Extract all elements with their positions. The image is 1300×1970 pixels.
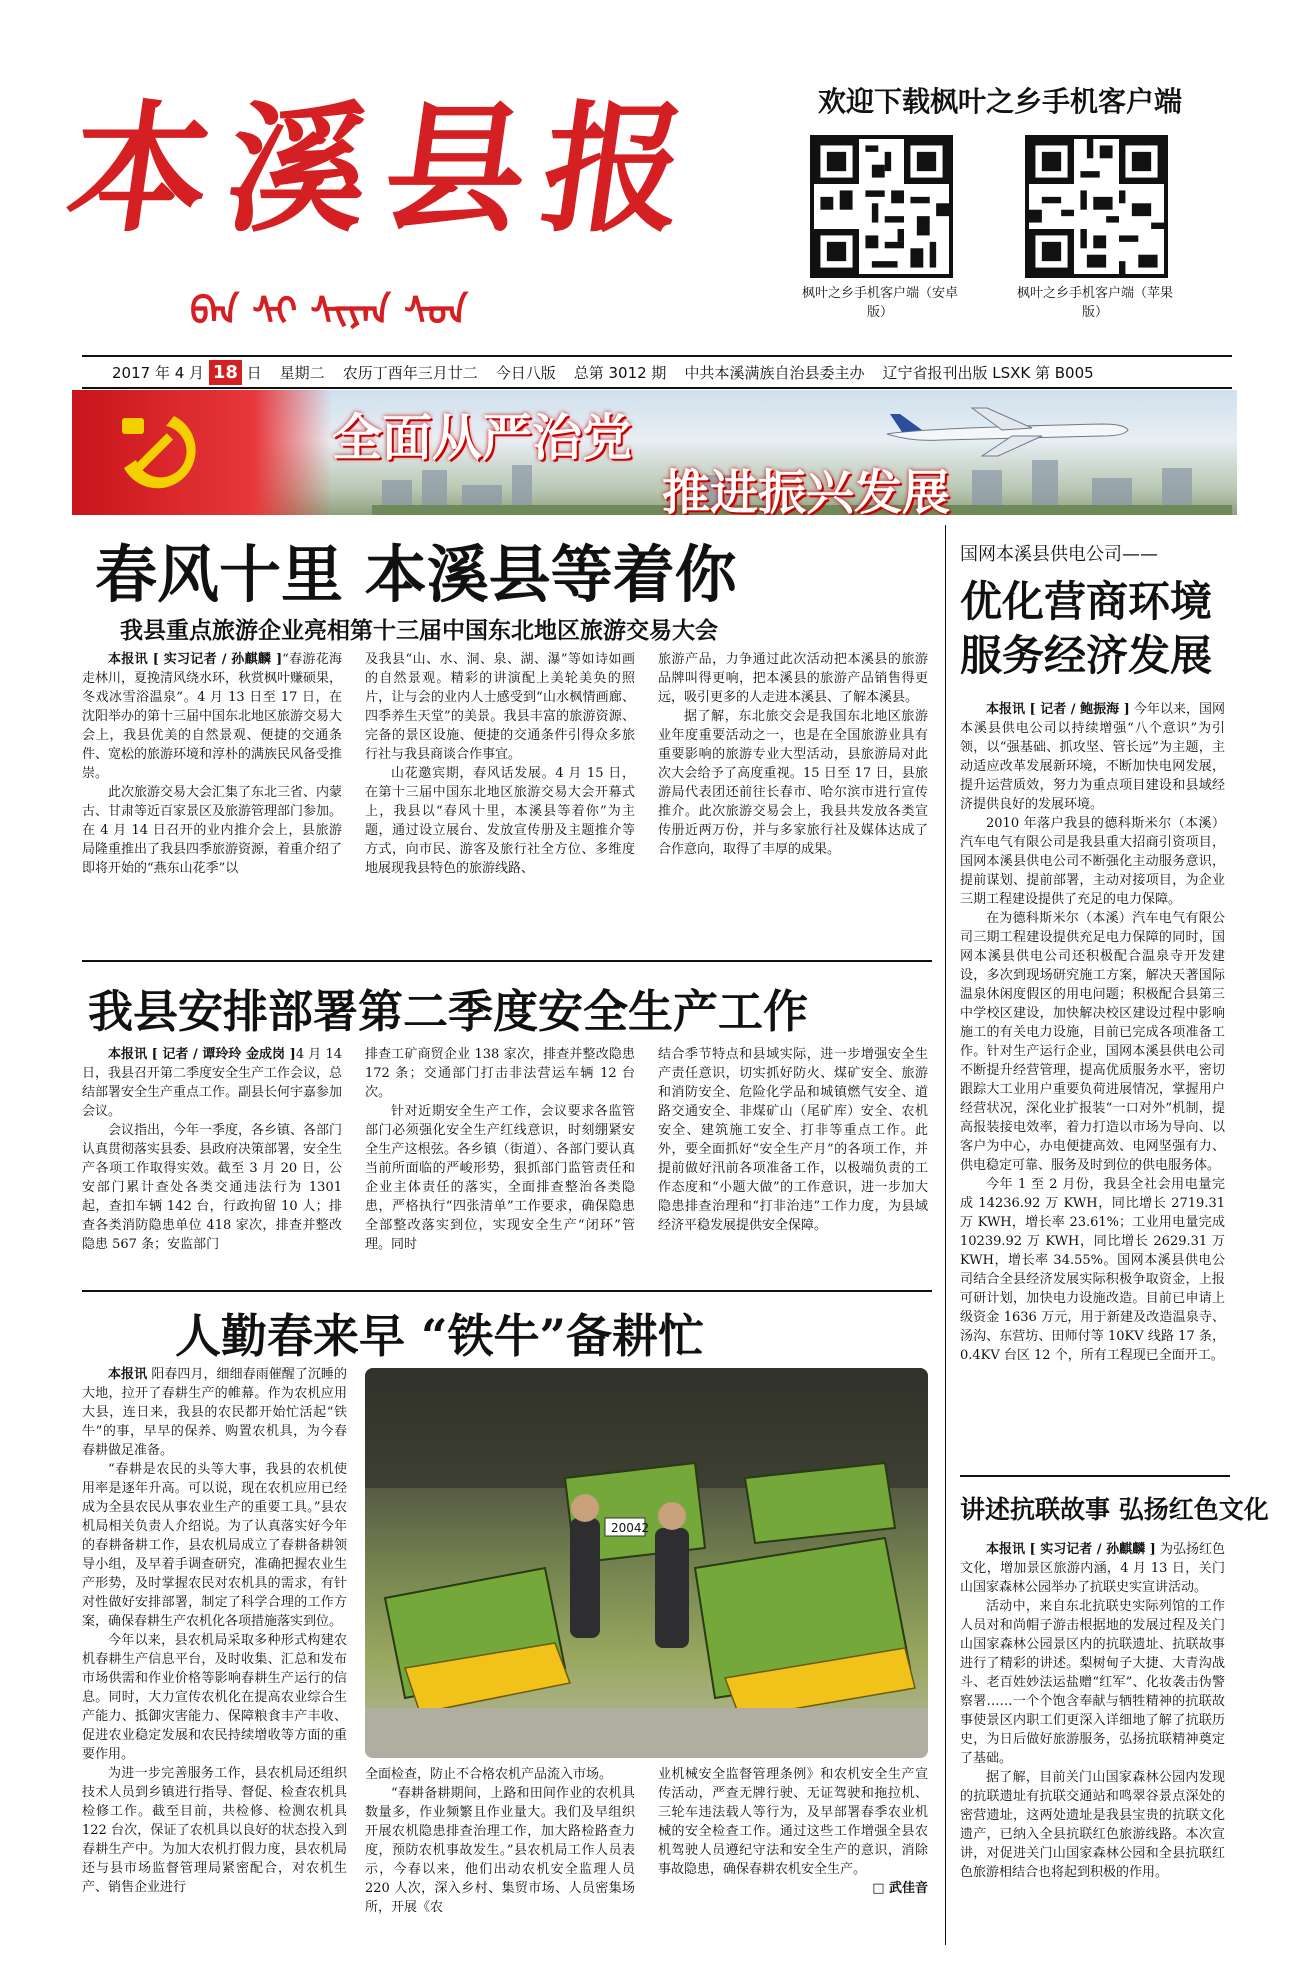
sidebar2-body: [960, 1540, 1225, 1882]
article2-col1-text: 4 月 14 日，我县召开第二季度安全生产工作会议，总结部署安全生产重点工作。副县长何宇嘉参加会议。: [82, 1047, 343, 1119]
article2-headline: 我县安排部署第二季度安全生产工作: [88, 985, 809, 1038]
sidebar1-headline: [960, 575, 1260, 683]
sidebar1-headline-line1: 优化营商环境: [960, 577, 1213, 626]
issue-sponsor: 中共本溪满族自治县委主办: [684, 363, 865, 382]
airplane-icon: [882, 400, 1132, 460]
article1-col1-text-b: 此次旅游交易大会汇集了东北三省、内蒙古、甘肃等近百家景区及旅游管理部门参加。在 4 月 14 日召开的业内推介会上，县旅游局隆重推出了我县四季旅游资源，着重介绍了即将开始的“燕东山花季”以: [82, 785, 343, 876]
article3-credit: 本报讯: [108, 1367, 148, 1382]
article3-col2-text: 全面检查，防止不合格农机产品流入市场。: [365, 1767, 613, 1782]
sidebar2-p2: 活动中，来自东北抗联史实际列馆的工作人员对和尚帽子游击根据地的发展过程及关门山国家森林公园景区内的抗联遗址、抗联故事进行了精彩的讲述。梨树甸子大捷、大青沟战斗、老百姓妙法运盐赠“红军”、化妆袭击伪警察署……一个个饱含奉献与牺牲精神的抗联故事使景区内职工们更深入详细地了解了抗联历史，为日后做好旅游服务，弘扬抗联精神奠定了基础。: [960, 1599, 1225, 1766]
article3-col1-text-c: 今年以来，县农机局采取多种形式构建农机春耕生产信息平台，及时收集、汇总和发布市场供需和作业价格等影响春耕生产运行的信息。同时，大力宣传农机化在提高农业综合生产能力、抵御灾害能力、保障粮食丰产丰收、促进农业稳定发展和农民持续增收等方面的重要作用。: [82, 1633, 347, 1762]
masthead-mongolian-script: ᠪᠡᠨ ᠰᠢ ᠰᠢᠶᠠᠨ ᠰᠤᠨ: [190, 289, 468, 333]
qr-android-caption: 枫叶之乡手机客户端（安卓版）: [801, 286, 958, 320]
banner-red-flag: [72, 390, 332, 515]
article1-col3: [658, 650, 928, 859]
article3-headline: 人勤春来早 “铁牛”备耕忙: [175, 1309, 704, 1363]
article1-col1-text: “春游花海走林川，夏挽清风绕水环，秋赏枫叶赚硕果，冬戏冰雪浴温泉”。4 月 13 日至 17 日，在沈阳举办的第十三届中国东北地区旅游交易大会上，我县优美的自然景观、便捷的交通条件、宽松的旅游环境和淳朴的满族民风备受推崇。: [82, 652, 343, 781]
article3-col2: [365, 1765, 635, 1917]
combine-harvester-illustration: [365, 1368, 928, 1758]
article1-headline: 春风十里 本溪县等着你: [95, 538, 737, 611]
article1-col1: [82, 650, 342, 878]
app-promo-text: 欢迎下载枫叶之乡手机客户端: [817, 85, 1182, 118]
sidebar1-credit: 本报讯 [ 记者 / 鲍振海 ]: [986, 702, 1130, 717]
article1-col2-text-b: 山花邀宾期，春风话发展。4 月 15 日，在第十三届中国东北地区旅游交易大会开幕式上，我县以“春风十里，本溪县等着你”为主题，通过设立展台、发放宣传册及主题推介等方式，向市民、游客及旅行社全方位、多维度地展现我县特色的旅游线路、: [365, 766, 635, 876]
article2-col2: [365, 1045, 635, 1254]
article3-col1: [82, 1365, 347, 1897]
section-divider: [82, 960, 932, 962]
issue-page-count: 今日八版: [495, 363, 556, 382]
banner-slogan-line2: 推进振兴发展: [662, 465, 951, 515]
section-divider: [82, 1290, 932, 1292]
article2-col2-text: 排查工矿商贸企业 138 家次，排查并整改隐患 172 条；交通部门打击非法营运车辆 12 台次。: [365, 1047, 635, 1100]
article3-col3: [658, 1765, 928, 1898]
article1-col2-text: 及我县“山、水、洞、泉、湖、瀑”等如诗如画的自然景观。精彩的讲演配上美轮美奂的照片，让与会的业内人士感受到“山水枫情画廊、四季养生天堂”的美景。我县丰富的旅游资源、完备的景区设施、便捷的交通条件引得众多旅行社与我县商谈合作事宜。: [365, 652, 635, 762]
article3-col1-text-b: “春耕是农民的头等大事，我县的农机使用率是逐年升高。可以说，现在农机应用已经成为全县农民从事农业生产的重要工具。”县农机局相关负责人介绍说。为了认真落实好今年的春耕备耕工作，县农机局成立了春耕备耕领导小组，及早着手调查研究，准确把握农业生产形势，及时掌握农民对农机具的需求，有针对性做好安排部署，制定了科学合理的工作方案，确保春耕生产农机化各项措施落实到位。: [82, 1462, 347, 1629]
banner-slogan-line1: 全面从严治党: [332, 409, 632, 467]
qr-code-icon: [810, 135, 953, 278]
sidebar2-p1: 为弘扬红色文化，增加景区旅游内涵，4 月 13 日，关门山国家森林公园举办了抗联史实宣讲活动。: [960, 1542, 1225, 1595]
issue-lunar-date: 农历丁酉年三月廿二: [342, 363, 478, 382]
article2-col3-text: 结合季节特点和县域实际，进一步增强安全生产责任意识，切实抓好防火、煤矿安全、旅游和消防安全、危险化学品和城镇燃气安全、道路交通安全、非煤矿山（尾矿库）安全、农机安全、建筑施工安全、打非等重点工作。此外，要全面抓好“安全生产月”的各项工作，并提前做好汛前各项准备工作，以极端负责的工作态度和“小题大做”的工作意识，进一步加大隐患排查治理和“打非治违”工作力度，为县域经济平稳发展提供安全保障。: [658, 1047, 928, 1233]
farm-machinery-photo: [365, 1368, 928, 1758]
photo-credit: □ 武佳音: [872, 1881, 928, 1896]
issue-number: 总第 3012 期: [573, 363, 667, 382]
issue-date: [112, 362, 262, 383]
article2-col3: [658, 1045, 928, 1235]
article2-col1: [82, 1045, 342, 1254]
banner: [72, 390, 1237, 515]
qr-android[interactable]: [810, 135, 953, 282]
sidebar1-p1: 今年以来，国网本溪县供电公司以持续增强“八个意识”为引领，以“强基础、抓攻坚、管长远”为主题，主动适应改革发展新环境，不断加快电网发展，提升运营质效，努力为重点项目建设和县域经济提供良好的发展环境。: [960, 702, 1225, 812]
article2-credit: 本报讯 [ 记者 / 谭玲玲 金成岗 ]: [108, 1047, 296, 1062]
photo-number-tag: 20042: [611, 1521, 650, 1535]
sidebar1-body: [960, 700, 1225, 1365]
issue-date-suffix: 日: [246, 363, 262, 382]
sidebar1-p3: 在为德科斯米尔（本溪）汽车电气有限公司三期工程建设提供充足电力保障的同时，国网本溪县供电公司还积极配合温泉寺开发建设，多次到现场研究施工方案，解决天著国际温泉休闲度假区的用电问题；积极配合县第三中学校区建设，加快解决校区建设过程中影响施工的有关电力设施，目前已完成各项准备工作。针对生产运行企业，国网本溪县供电公司不断提升经营管理，提高优质服务水平，密切跟踪大工业用户重要负荷进展情况，掌握用户经营状况，深化业扩报装“一口对外”机制，提高报装接电效率，着力打造以市场为导向、以客户为中心，办电便捷高效、电网坚强有力、供电稳定可靠、服务及时到位的供电服务体。: [960, 911, 1225, 1173]
party-emblem-icon: [112, 408, 202, 498]
issue-day-box: 18: [209, 360, 242, 385]
article1-col3-text-b: 据了解，东北旅交会是我国东北地区旅游业年度重要活动之一，也是在全国旅游业具有重要影响的旅游专业大型活动，县旅游局对此次大会给予了高度重视。15 日至 17 日，县旅游局代表团还前往长春市、哈尔滨市进行宣传推介。此次旅游交易会上，我县共发放各类宣传册近两万份，并与多家旅行社及媒体达成了合作意向，取得了丰厚的成果。: [658, 709, 928, 857]
article1-col2: [365, 650, 635, 878]
article3-col2-text-b: “春耕备耕期间，上路和田间作业的农机具数量多，作业频繁且作业量大。我们及早组织开展农机隐患排查治理工作，加大路检路查力度，预防农机事故发生。”县农机局工作人员表示，今春以来，他们出动农机安全监理人员 220 人次，深入乡村、集贸市场、人员密集场所，开展《农: [365, 1786, 635, 1915]
sidebar2-p3: 据了解，目前关门山国家森林公园内发现的抗联遗址有抗联交通站和鸣翠谷景点深处的密营遗址，这两处遗址是我县宝贵的抗联文化遗产，已纳入全县抗联红色旅游线路。本次宣讲，对促进关门山国家森林公园和全县抗联红色旅游相结合也将起到积极的作用。: [960, 1770, 1225, 1880]
article3-col3-text: 业机械安全监督管理条例》和农机安全生产宣传活动，严查无牌行驶、无证驾驶和拖拉机、三轮车违法载人等行为，及早部署春季农业机械的安全检查工作。通过这些工作增强全县农机驾驶人员遵纪守法和安全生产的意识，消除事故隐患，确保春耕农机安全生产。: [658, 1767, 928, 1877]
article1-credit: 本报讯 [ 实习记者 / 孙麒麟 ]: [108, 652, 283, 667]
sidebar1-headline-line2: 服务经济发展: [960, 631, 1213, 680]
article1-subhead: 我县重点旅游企业亮相第十三届中国东北地区旅游交易大会: [120, 617, 718, 644]
sidebar1-kicker: 国网本溪县供电公司——: [960, 544, 1158, 565]
sidebar-divider: [945, 525, 946, 1945]
issue-date-prefix: 2017 年 4 月: [112, 363, 205, 382]
sidebar1-p2: 2010 年落户我县的德科斯米尔（本溪）汽车电气有限公司是我县重大招商引资项目，国网本溪县供电公司不断强化主动服务意识，提前谋划、提前部署，主动对接项目，为企业三期工程建设提供了充足的电力保障。: [960, 816, 1225, 907]
qr-ios-caption: 枫叶之乡手机客户端（苹果版）: [1016, 286, 1173, 320]
sidebar1-p4: 今年 1 至 2 月份，我县全社会用电量完成 14236.92 万 KWH，同比增长 2719.31 万 KWH，增长率 23.61%；工业用电量完成 10239.92 万 KWH，同比增长 2629.31 万 KWH，增长率 34.55%。国网本溪县供电公司结合全县经济发展实际积极争取资金，上报可研计划，加快电力设施改造。目前已申请上级资金 1636 万元，用于新建及改造温泉寺、汤沟、东营坊、田师付等 10KV 线路 17 条，0.4KV 台区 12 个，所有工程现已全面开工。: [960, 1177, 1225, 1363]
qr-code-icon: [1025, 135, 1168, 278]
sidebar2-headline: 讲述抗联故事 弘扬红色文化: [960, 1495, 1269, 1524]
sidebar2-credit: 本报讯 [ 实习记者 / 孙麒麟 ]: [986, 1542, 1156, 1557]
issue-info-bar: [82, 355, 1232, 389]
issue-weekday: 星期二: [279, 363, 325, 382]
sidebar-section-divider: [960, 1475, 1230, 1477]
article2-col1-text-b: 会议指出，今年一季度，各乡镇、各部门认真贯彻落实县委、县政府决策部署，安全生产各项工作取得实效。截至 3 月 20 日，公安部门累计查处各类交通违法行为 1301 起，查扣车辆 142 台，行政拘留 10 人；排查各类消防隐患单位 418 家次，排查并整改隐患 567 条；安监部门: [82, 1123, 343, 1252]
masthead-title: 本溪县报: [58, 88, 714, 252]
article2-col2-text-b: 针对近期安全生产工作，会议要求各监管部门必须强化安全生产红线意识，时刻绷紧安全生产这根弦。各乡镇（街道）、各部门要认真当前所面临的严峻形势，狠抓部门监管责任和企业主体责任的落实，全面排查整治各类隐患，严格执行“四张清单”工作要求，确保隐患全部整改落实到位，实现安全生产“闭环”管理。同时: [365, 1104, 635, 1252]
article3-col1-text-d: 为进一步完善服务工作，县农机局还组织技术人员到乡镇进行指导、督促、检查农机具检修工作。截至目前，共检修、检测农机具 122 台次，保证了农机具以良好的状态投入到春耕生产中。为加大农机打假力度，县农机局还与县市场监督管理局紧密配合，对农机生产、销售企业进行: [82, 1766, 347, 1895]
qr-ios[interactable]: [1025, 135, 1168, 282]
article1-col3-text: 旅游产品，力争通过此次活动把本溪县的旅游品牌叫得更响，把本溪县的旅游产品销售得更远，吸引更多的人走进本溪县、了解本溪县。: [658, 652, 928, 705]
issue-permit: 辽宁省报刊出版 LSXK 第 B005: [882, 363, 1094, 382]
article3-col1-text: 阳春四月，细细春雨催醒了沉睡的大地，拉开了春耕生产的帷幕。作为农机应用大县，连日来，我县的农民都开始忙活起“铁牛”的事，早早的保养、购置农机具，为今春春耕做足准备。: [82, 1367, 347, 1458]
